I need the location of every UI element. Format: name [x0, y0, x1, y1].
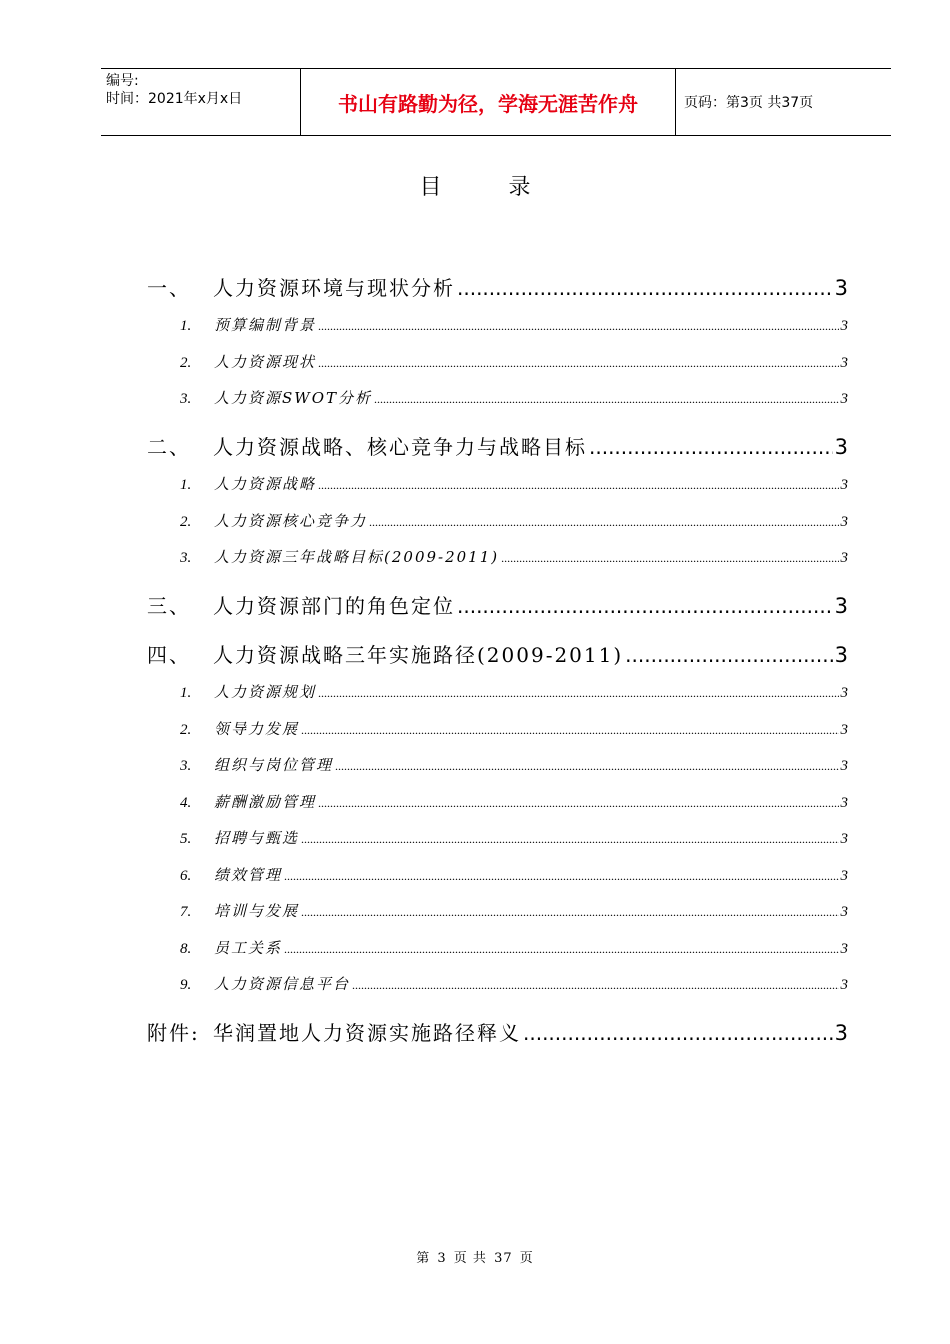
toc-dot-leader [523, 1021, 833, 1045]
toc-entry-number: 1. [180, 318, 192, 334]
toc-entry-page: 3 [840, 685, 848, 701]
toc-dot-leader [284, 869, 838, 884]
toc-dot-leader [352, 978, 838, 993]
toc-dot-leader [301, 905, 838, 920]
header-motto: 书山有路勤为径，学海无涯苦作舟 [301, 69, 676, 135]
toc-entry-number: 7. [180, 904, 192, 920]
toc-entry-number: 2. [180, 721, 192, 738]
toc-dot-leader [625, 643, 832, 667]
toc-entry-number: 三、 [147, 594, 191, 618]
toc-entry-page: 3 [840, 550, 848, 566]
page-footer [0, 1247, 950, 1266]
toc-section-3[interactable] [147, 590, 848, 619]
toc-section-2[interactable] [147, 431, 848, 460]
toc-entry-label: 员工关系 [214, 938, 283, 957]
toc-entry-page: 3 [840, 831, 848, 847]
toc-entry-number: 一、 [147, 276, 191, 300]
toc-entry-page: 3 [834, 435, 848, 459]
toc-entry-page: 3 [840, 477, 848, 493]
toc-title: 目 录 [419, 175, 561, 200]
toc-entry-label: 人力资源部门的角色定位 [213, 594, 455, 618]
toc-subsection-4-4[interactable] [180, 791, 848, 812]
toc-entry-label: 人力资源现状 [214, 352, 317, 371]
toc-entry-number: 2. [180, 354, 192, 371]
toc-dot-leader [318, 796, 838, 811]
toc-entry-label: 培训与发展 [214, 902, 300, 920]
toc-entry-label: 招聘与甄选 [214, 829, 300, 847]
toc-section-1[interactable] [147, 272, 848, 301]
toc-entry-page: 3 [840, 904, 848, 920]
toc-entry-page: 3 [840, 318, 848, 334]
toc-entry-label: 人力资源核心竞争力 [214, 511, 368, 530]
toc-entry-label: 人力资源信息平台 [214, 975, 351, 993]
toc-dot-leader [301, 832, 838, 847]
toc-entry-label: 领导力发展 [214, 719, 300, 738]
toc-section-4[interactable] [147, 639, 848, 668]
toc-entry-number: 3. [180, 550, 192, 566]
toc-entry-label: 人力资源环境与现状分析 [213, 276, 455, 300]
toc-entry-label: 人力资源三年战略目标(2009-2011) [214, 548, 500, 566]
toc-section-5[interactable] [147, 1017, 848, 1046]
footer-mid: 页 共 [453, 1251, 487, 1266]
toc-entry-number: 1. [180, 477, 192, 493]
toc-subsection-4-7[interactable] [180, 900, 848, 921]
toc-entry-label: 绩效管理 [214, 865, 283, 884]
toc-entry-label: 组织与岗位管理 [214, 756, 334, 774]
toc-entry-page: 3 [834, 276, 848, 300]
footer-total: 37 [494, 1251, 513, 1266]
toc-entry-label: 人力资源规划 [214, 683, 317, 701]
toc-subsection-4-9[interactable] [180, 973, 848, 994]
toc-dot-leader [318, 356, 838, 371]
toc-entry-number: 6. [180, 867, 192, 884]
toc-entry-page: 3 [840, 940, 848, 957]
toc-entry-label: 人力资源战略三年实施路径(2009-2011) [213, 643, 624, 667]
toc-dot-leader [318, 319, 838, 334]
toc-entry-label: 人力资源战略、核心竞争力与战略目标 [213, 435, 587, 459]
toc-subsection-1-3[interactable] [180, 387, 848, 408]
toc-dot-leader [318, 686, 838, 701]
toc-entry-number: 5. [180, 831, 192, 847]
page-header [101, 68, 891, 136]
toc-subsection-1-2[interactable] [180, 351, 848, 372]
toc-entry-number: 3. [180, 758, 192, 774]
serial-label: 编号: [106, 73, 139, 89]
toc-entry-number: 二、 [147, 435, 191, 459]
toc-dot-leader [301, 723, 838, 738]
toc-entry-page: 3 [840, 391, 848, 407]
date-label: 时间：2021年x月x日 [106, 91, 243, 107]
toc-subsection-4-3[interactable] [180, 754, 848, 775]
toc-entry-page: 3 [840, 721, 848, 738]
toc-subsection-2-2[interactable] [180, 510, 848, 531]
toc-entry-page: 3 [840, 977, 848, 993]
toc-subsection-4-5[interactable] [180, 827, 848, 848]
toc-subsection-4-1[interactable] [180, 681, 848, 702]
toc-subsection-2-1[interactable] [180, 473, 848, 494]
toc-dot-leader [457, 276, 833, 300]
toc-entry-label: 薪酬激励管理 [214, 792, 317, 811]
toc-entry-page: 3 [840, 867, 848, 884]
toc-entry-label: 华润置地人力资源实施路径释义 [213, 1021, 521, 1045]
toc-entry-number: 8. [180, 940, 192, 957]
toc-subsection-4-2[interactable] [180, 718, 848, 739]
header-meta-cell [101, 69, 301, 135]
toc-subsection-2-3[interactable] [180, 546, 848, 567]
toc-entry-page: 3 [834, 1021, 848, 1045]
toc-dot-leader [501, 551, 838, 566]
footer-prefix: 第 [416, 1251, 431, 1266]
toc-entry-page: 3 [840, 513, 848, 530]
toc-entry-number: 附件: [147, 1021, 200, 1045]
toc-entry-label: 人力资源SWOT分析 [214, 389, 372, 407]
toc-entry-number: 四、 [147, 643, 191, 667]
toc-subsection-4-8[interactable] [180, 937, 848, 958]
toc-entry-number: 4. [180, 794, 192, 811]
toc-entry-label: 人力资源战略 [214, 475, 317, 493]
footer-suffix: 页 [519, 1251, 534, 1266]
toc-entry-page: 3 [834, 594, 848, 618]
toc-entry-page: 3 [840, 758, 848, 774]
toc-dot-leader [589, 435, 833, 459]
toc-dot-leader [457, 594, 833, 618]
header-page-label: 页码：第3页 共37页 [684, 95, 814, 111]
toc-entry-page: 3 [840, 794, 848, 811]
toc-entry-number: 9. [180, 977, 192, 993]
toc-subsection-4-6[interactable] [180, 864, 848, 885]
toc-entry-number: 1. [180, 685, 192, 701]
toc-entry-number: 3. [180, 391, 192, 407]
toc-subsection-1-1[interactable] [180, 314, 848, 335]
toc-dot-leader [318, 478, 838, 493]
toc-entry-number: 2. [180, 513, 192, 530]
toc-entry-label: 预算编制背景 [214, 316, 317, 334]
toc-entry-page: 3 [840, 354, 848, 371]
toc-dot-leader [369, 515, 838, 530]
toc-entry-page: 3 [834, 643, 848, 667]
toc-dot-leader [374, 392, 839, 407]
toc-dot-leader [335, 759, 838, 774]
footer-page: 3 [437, 1251, 447, 1266]
toc-dot-leader [284, 942, 838, 957]
